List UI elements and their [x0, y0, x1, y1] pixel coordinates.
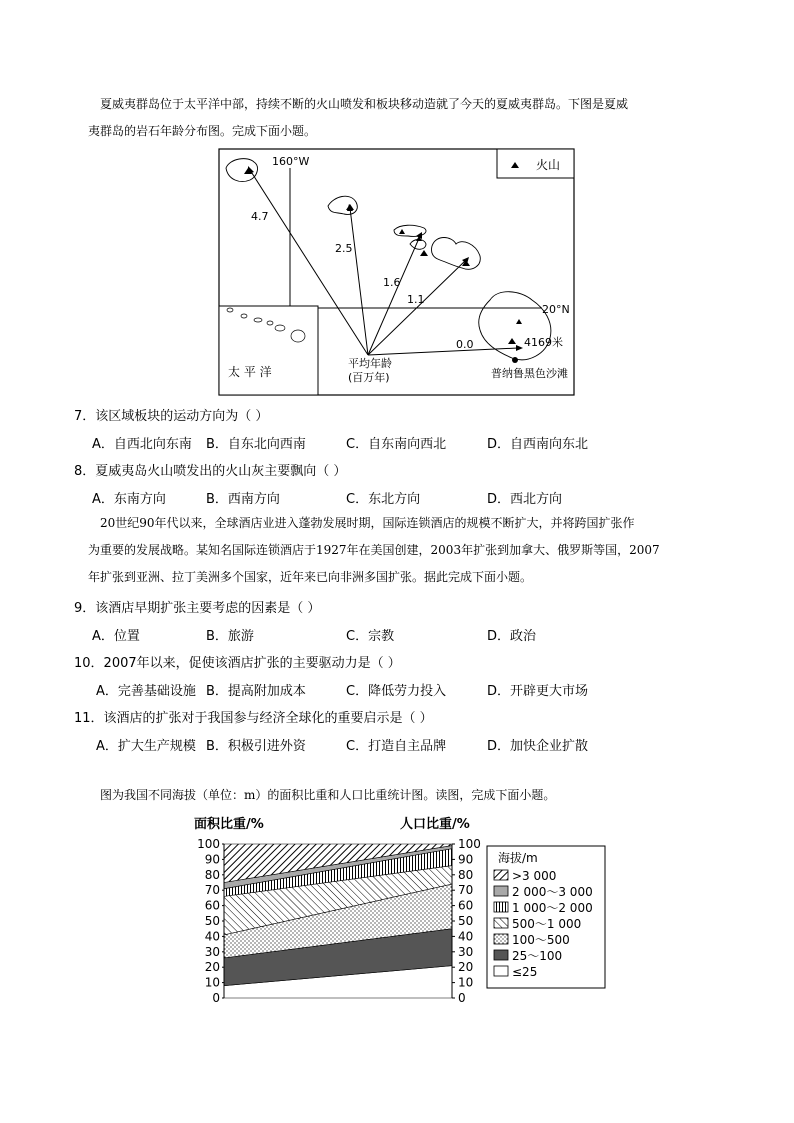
right-tick-label: 60 [458, 898, 474, 913]
left-tick-label: 60 [204, 898, 220, 913]
peak-label: 4169米 [524, 336, 563, 349]
legend-entry: >3 000 [512, 869, 557, 883]
question-10-option-a[interactable]: A．完善基础设施 [96, 684, 196, 699]
age-label-oahu: 2.5 [335, 242, 353, 255]
elevation-area-population-chart [190, 814, 610, 1010]
legend-entry: 100～500 [512, 933, 570, 947]
question-7-option-c[interactable]: C．自东南向西北 [346, 437, 447, 452]
question-7-stem: 7．该区域板块的运动方向为（ ） [74, 409, 269, 424]
left-tick-label: 40 [204, 929, 220, 944]
right-axis-ticks [452, 837, 481, 1005]
age-label-molokai: 1.6 [383, 276, 401, 289]
right-tick-label: 80 [458, 867, 474, 882]
right-tick-label: 10 [458, 975, 474, 990]
age-label-kauai: 4.7 [251, 210, 269, 223]
question-11-option-c[interactable]: C．打造自主品牌 [346, 739, 447, 754]
legend-entry: 500～1 000 [512, 917, 582, 931]
question-8-stem: 8．夏威夷岛火山喷发出的火山灰主要飘向（ ） [74, 464, 347, 479]
intro-paragraph-2-line2: 为重要的发展战略。某知名国际连锁酒店于1927年在美国创建，2003年扩张到加拿大、俄罗斯等国，2007 [88, 543, 660, 557]
age-label-hawaii: 0.0 [456, 338, 474, 351]
beach-label: 普纳鲁黑色沙滩 [491, 367, 568, 380]
intro-paragraph-1: 夏威夷群岛位于太平洋中部，持续不断的火山喷发和板块移动造就了今天的夏威夷群岛。下图是夏威 [100, 97, 629, 111]
age-label-maui: 1.1 [407, 293, 425, 306]
intro-paragraph-3: 图为我国不同海拔（单位：m）的面积比重和人口比重统计图。读图，完成下面小题。 [100, 788, 556, 802]
left-tick-label: 10 [204, 975, 220, 990]
right-tick-label: 90 [458, 852, 474, 867]
question-10-stem: 10．2007年以来，促使该酒店扩张的主要驱动力是（ ） [74, 656, 401, 671]
right-tick-label: 70 [458, 883, 474, 898]
question-7-option-d[interactable]: D．自西南向东北 [487, 437, 589, 452]
question-11-option-d[interactable]: D．加快企业扩散 [487, 739, 589, 754]
legend-swatch [494, 950, 508, 960]
intro-paragraph-2: 20世纪90年代以来，全球酒店业进入蓬勃发展时期，国际连锁酒店的规模不断扩大，并将跨国扩张作 [100, 516, 635, 530]
question-8-option-c[interactable]: C．东北方向 [346, 492, 421, 507]
question-7-option-a[interactable]: A．自西北向东南 [92, 437, 192, 452]
legend-entry: 2 000～3 000 [512, 885, 593, 899]
legend-swatch [494, 918, 508, 928]
question-10-option-d[interactable]: D．开辟更大市场 [487, 684, 589, 699]
left-tick-label: 0 [212, 991, 220, 1005]
right-tick-label: 20 [458, 960, 474, 975]
left-tick-label: 70 [204, 883, 220, 898]
right-axis-label: 人口比重/% [400, 817, 470, 832]
inset-map-frame [219, 306, 318, 395]
left-tick-label: 50 [204, 914, 220, 928]
right-tick-label: 100 [458, 837, 481, 851]
legend-swatch [494, 902, 508, 912]
age-caption-line1: 平均年龄 [348, 357, 392, 370]
question-9-option-d[interactable]: D．政治 [487, 629, 537, 644]
left-tick-label: 100 [197, 837, 220, 851]
legend-entry: 1 000～2 000 [512, 901, 593, 915]
left-tick-label: 30 [204, 944, 220, 959]
right-tick-label: 40 [458, 929, 474, 944]
legend-swatch [494, 870, 508, 880]
right-tick-label: 0 [458, 991, 466, 1005]
question-11-option-a[interactable]: A．扩大生产规模 [96, 739, 196, 754]
question-9-stem: 9．该酒店早期扩张主要考虑的因素是（ ） [74, 601, 321, 616]
left-axis-ticks [197, 837, 224, 1005]
left-axis-label: 面积比重/% [194, 817, 264, 832]
legend-label: 火山 [536, 158, 561, 172]
legend-swatch [494, 966, 508, 976]
question-9-option-a[interactable]: A．位置 [92, 629, 140, 644]
ocean-label: 太 平 洋 [228, 365, 272, 379]
question-9-option-c[interactable]: C．宗教 [346, 629, 395, 644]
legend-entry: ≤25 [512, 965, 538, 979]
left-tick-label: 80 [204, 867, 220, 882]
beach-marker [512, 357, 518, 363]
chart-bands [224, 844, 452, 998]
age-caption-line2: (百万年) [348, 371, 390, 384]
legend-entry: 25～100 [512, 949, 563, 963]
question-7-option-b[interactable]: B．自东北向西南 [206, 437, 306, 452]
question-8-option-a[interactable]: A．东南方向 [92, 492, 166, 507]
left-tick-label: 90 [204, 852, 220, 867]
latitude-label: 20°N [542, 303, 570, 316]
right-tick-label: 30 [458, 944, 474, 959]
intro-paragraph-1-cont: 夷群岛的岩石年龄分布图。完成下面小题。 [88, 124, 317, 138]
legend-swatch [494, 934, 508, 944]
question-9-option-b[interactable]: B．旅游 [206, 629, 254, 644]
legend-swatch [494, 886, 508, 896]
question-11-stem: 11．该酒店的扩张对于我国参与经济全球化的重要启示是（ ） [74, 711, 433, 726]
intro-paragraph-2-line3: 年扩张到亚洲、拉丁美洲多个国家，近年来已向非洲多国扩张。据此完成下面小题。 [88, 570, 533, 584]
longitude-label: 160°W [272, 155, 310, 168]
left-tick-label: 20 [204, 960, 220, 975]
question-8-option-b[interactable]: B．西南方向 [206, 492, 280, 507]
question-10-option-b[interactable]: B．提高附加成本 [206, 684, 306, 699]
question-11-option-b[interactable]: B．积极引进外资 [206, 739, 306, 754]
question-10-option-c[interactable]: C．降低劳力投入 [346, 684, 447, 699]
question-8-option-d[interactable]: D．西北方向 [487, 492, 563, 507]
hawaii-rock-age-map [218, 148, 576, 398]
chart-legend-title: 海拔/m [498, 851, 538, 865]
right-tick-label: 50 [458, 914, 474, 928]
